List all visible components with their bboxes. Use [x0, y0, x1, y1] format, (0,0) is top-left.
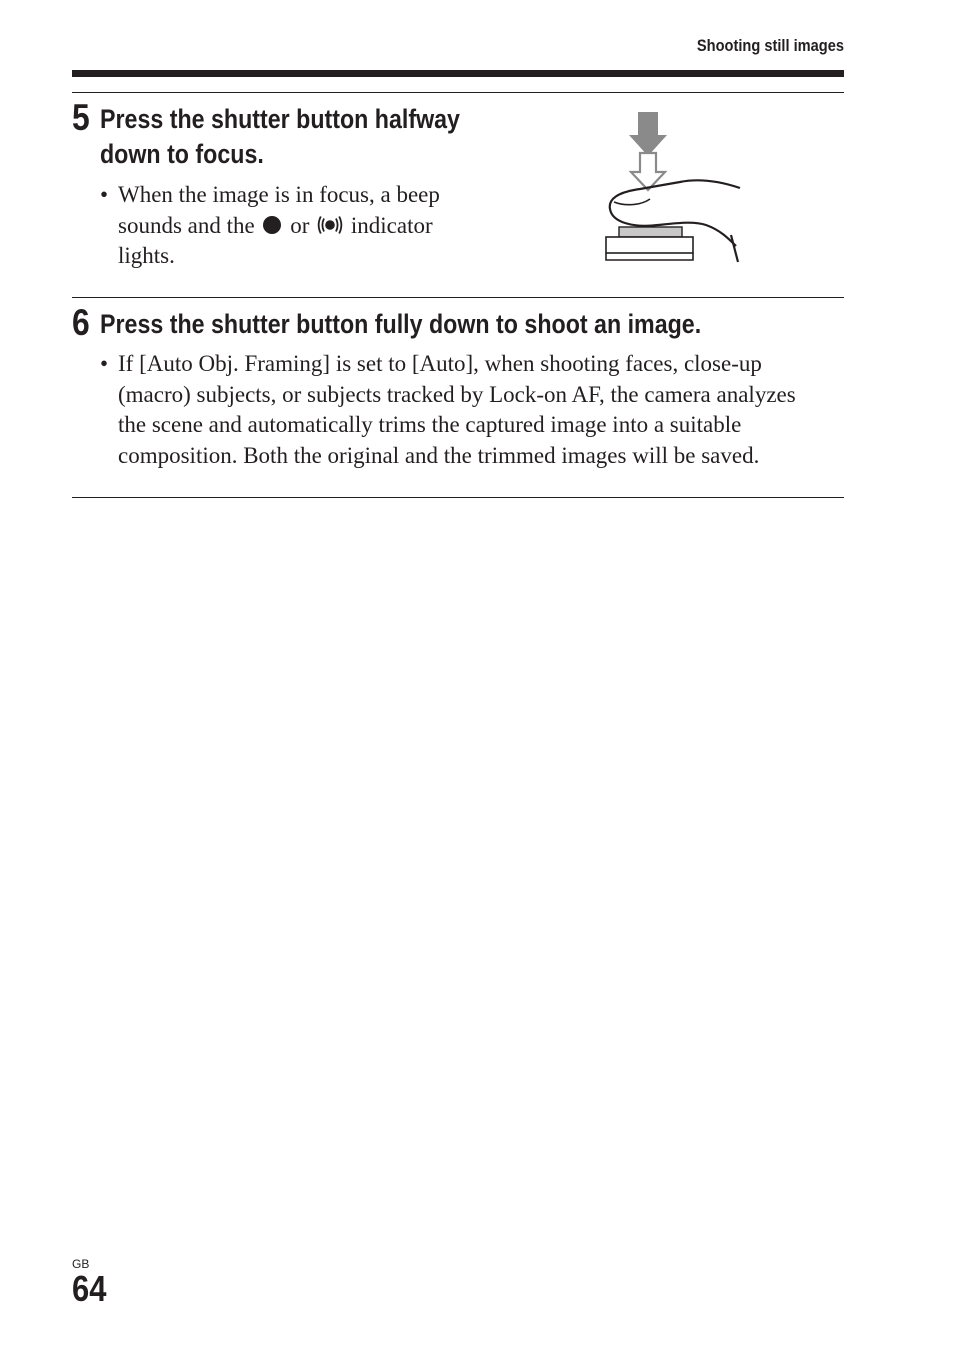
bullet-line: When the image is in focus, a beep: [118, 182, 440, 207]
step-bullet: [100, 349, 840, 471]
bullet-dot: •: [100, 182, 109, 207]
step-number: 6: [72, 302, 90, 343]
bullet-word: or: [290, 212, 310, 238]
bullet-line: (macro) subjects, or subjects tracked by Lock-on AF, the camera analyzes: [118, 381, 796, 407]
press-arrow-icon: [629, 112, 667, 156]
bullet-text: [118, 180, 480, 272]
page-language: GB: [72, 1257, 90, 1271]
step-number: 5: [72, 97, 90, 138]
shutter-button-top: [619, 227, 682, 237]
step-title: [100, 102, 460, 172]
bullet-line: lights.: [118, 243, 175, 268]
step-5-top-rule: [72, 92, 844, 93]
step-title: Press the shutter button fully down to shoot an image.: [100, 309, 702, 339]
filled-circle-icon: [262, 215, 282, 235]
section-label: Shooting still images: [696, 36, 844, 55]
step-6-bottom-rule: [72, 497, 844, 498]
page-number: 64: [72, 1268, 107, 1309]
step-6-top-rule: [72, 297, 844, 298]
bullet-text: [118, 349, 840, 471]
header-rule: [72, 70, 844, 77]
step-title-line: down to focus.: [100, 139, 264, 169]
shutter-button-base: [606, 237, 693, 253]
bullet-line: sounds and the: [118, 212, 255, 238]
step-title-line: Press the shutter button halfway: [100, 104, 460, 134]
bullet-line: the scene and automatically trims the captured image into a suitable: [118, 412, 742, 437]
bullet-line: composition. Both the original and the trimmed images will be saved.: [118, 442, 760, 468]
shutter-press-illustration: [600, 108, 750, 268]
bullet-word: indicator: [350, 212, 433, 238]
step-bullet: [100, 180, 480, 272]
bullet-line: If [Auto Obj. Framing] is set to [Auto], when shooting faces, close-up: [118, 351, 762, 376]
bullet-dot: •: [100, 351, 109, 376]
focus-continuous-icon: [317, 215, 343, 235]
